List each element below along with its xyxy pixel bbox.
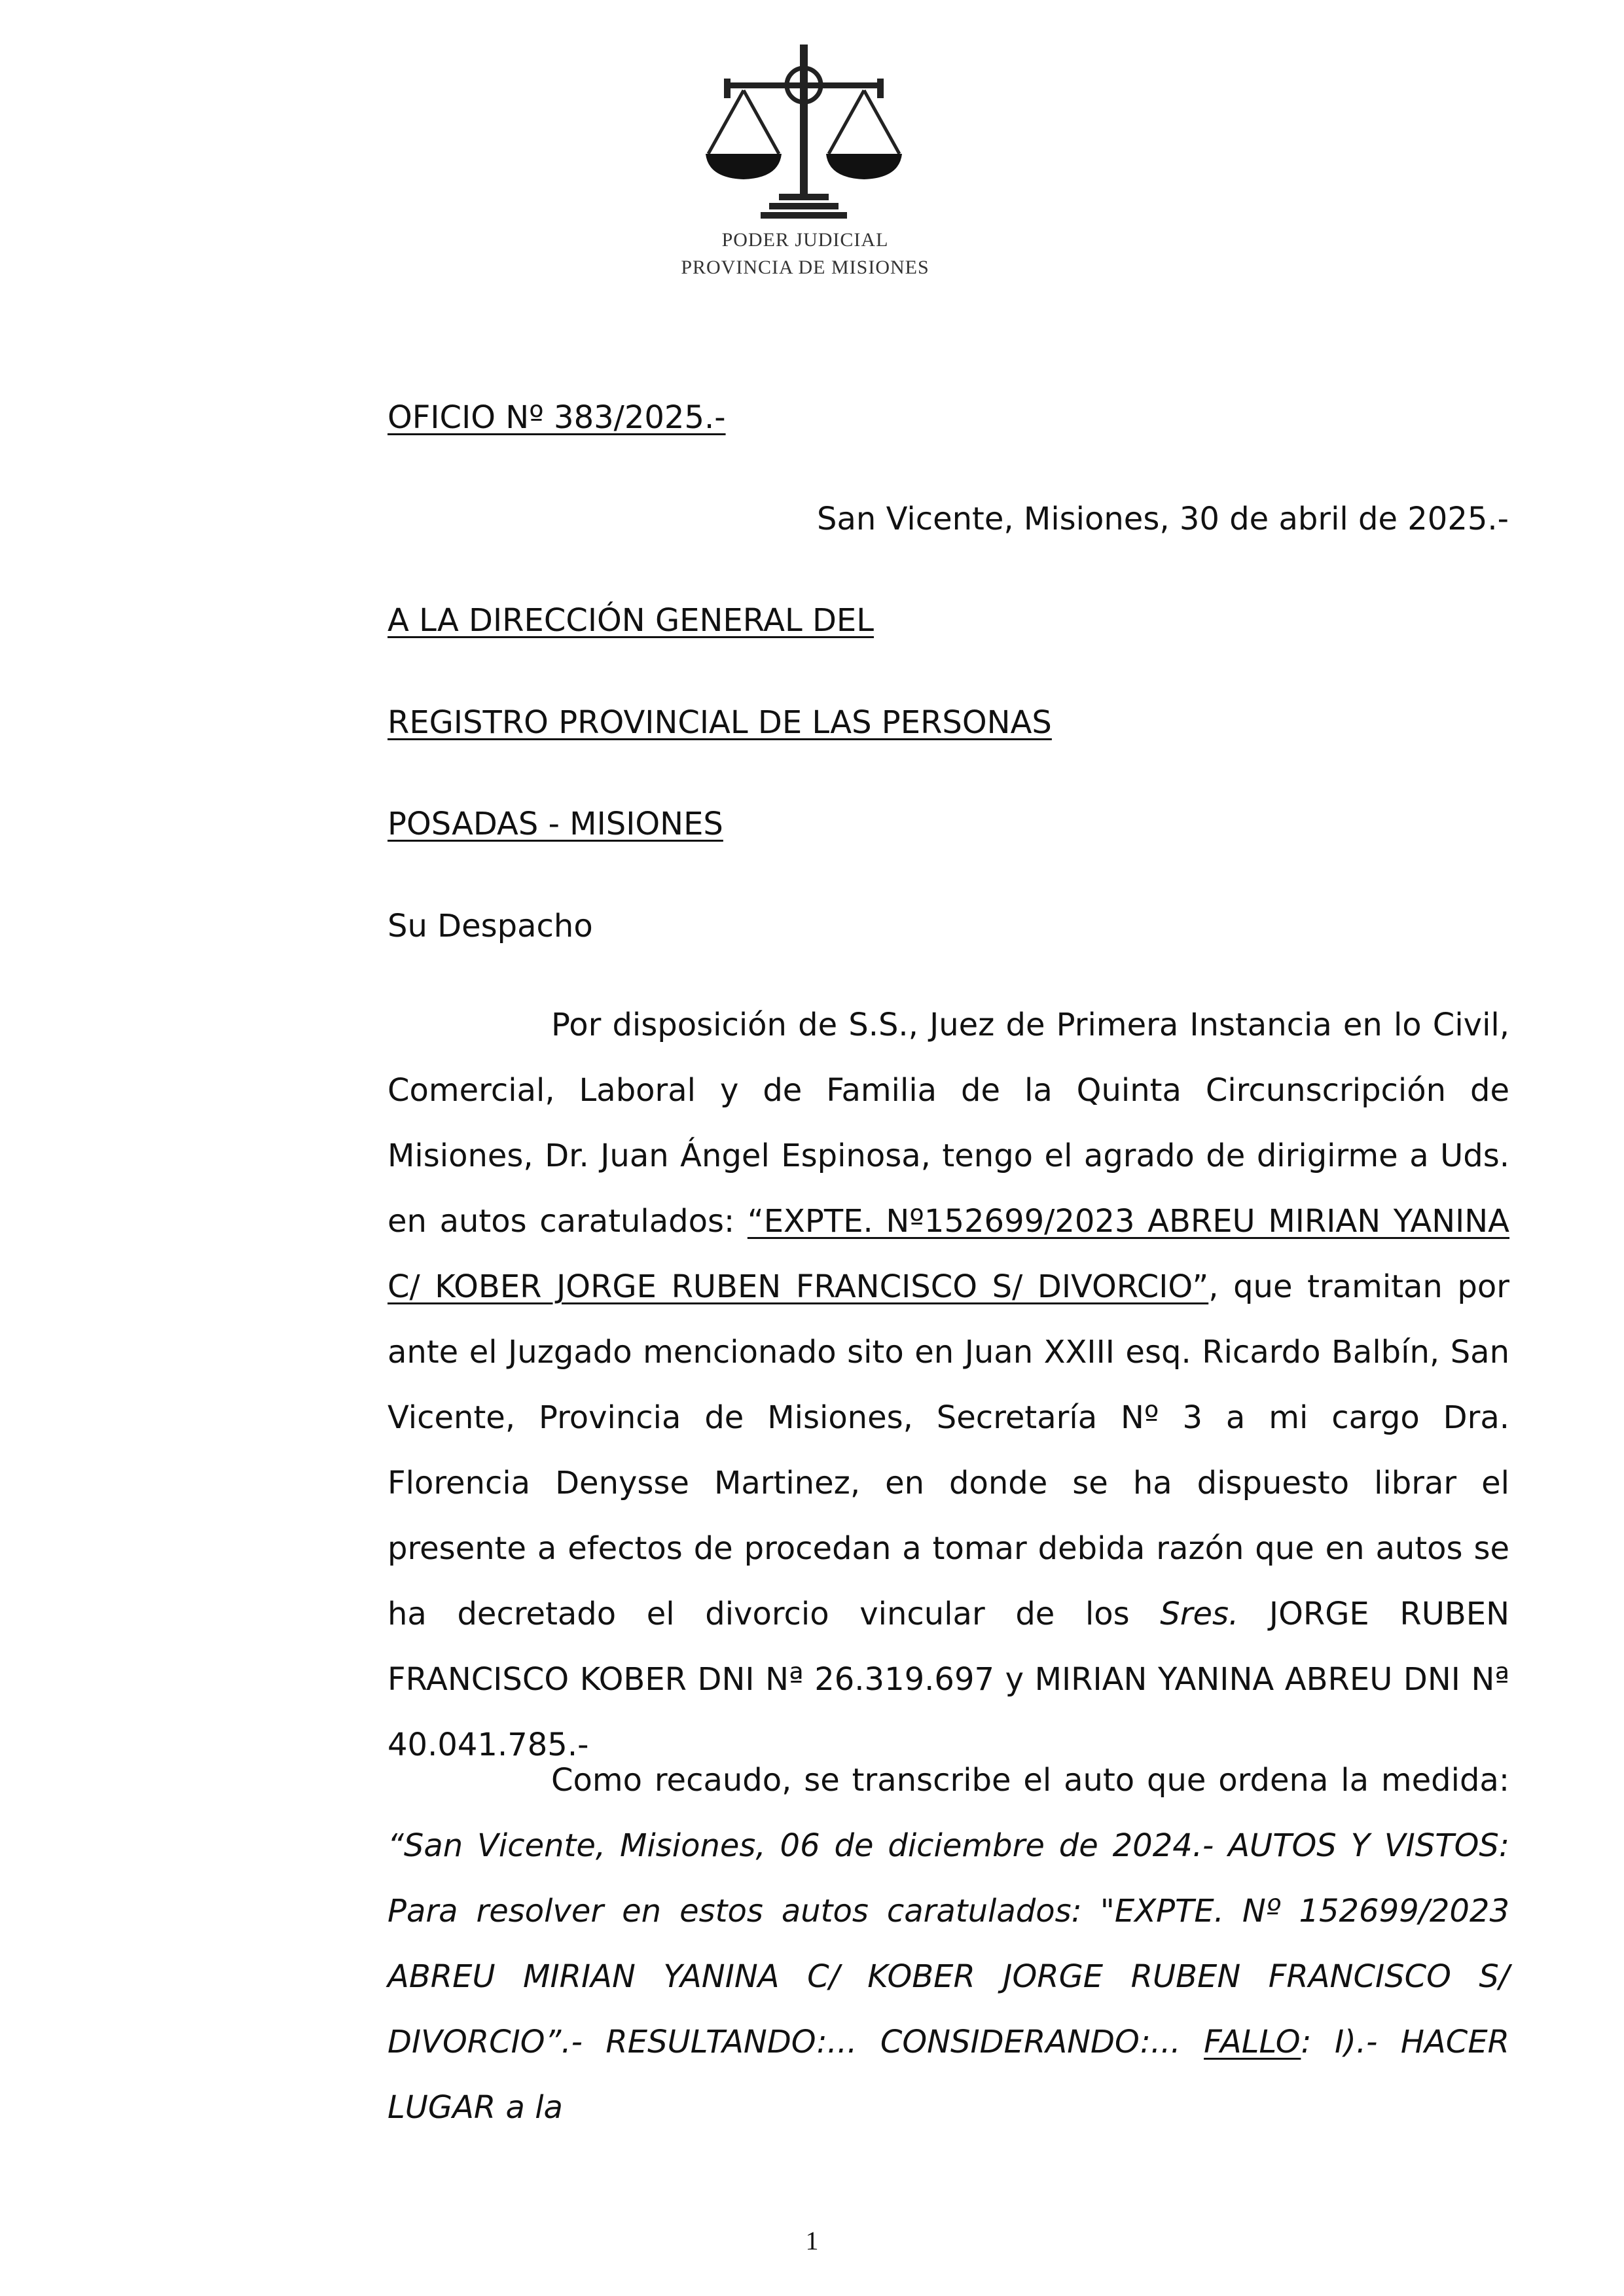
page-number: 1: [805, 2226, 819, 2255]
addressee-line-1: A LA DIRECCIÓN GENERAL DEL: [388, 602, 874, 639]
logo-line-poder-judicial: PODER JUDICIAL: [721, 229, 889, 251]
addressee-line-2: REGISTRO PROVINCIAL DE LAS PERSONAS: [388, 704, 1052, 741]
paragraph-2: [388, 1748, 1509, 2140]
scales-of-justice-cross-icon: [700, 39, 910, 223]
addressee-line-3: POSADAS - MISIONES: [388, 806, 723, 842]
paragraph-1-body: , que tramitan por ante el Juzgado mencionado sito en Juan XXIII esq. Ricardo Balbín, San Vicente, Provincia de Misiones, Secretaría Nº 3 a mi cargo Dra. Florencia Denysse Martinez, en donde se ha dispuesto librar el presente a efectos de procedan a tomar debida razón que en autos se ha decretado el divorcio vincular de los: [388, 1268, 1509, 1632]
transcribed-order-continued: : I).- HACER LUGAR a la: [388, 2024, 1509, 2126]
paragraph-1-parties: JORGE RUBEN FRANCISCO KOBER DNI Nª 26.319.697 y MIRIAN YANINA ABREU DNI Nª 40.041.785.-: [388, 1596, 1509, 1763]
fallo-label: FALLO: [1204, 2024, 1301, 2060]
judicial-logo: [661, 39, 949, 288]
transcribed-order: “San Vicente, Misiones, 06 de diciembre de 2024.- AUTOS Y VISTOS: Para resolver en estos autos caratulados: "EXPTE. Nº 152699/2023 ABREU MIRIAN YANINA C/ KOBER JORGE RUBEN FRANCISCO S/ DIVORCIO”.- RESULTANDO:... CONSIDERANDO:...: [388, 1827, 1509, 2060]
date-line: San Vicente, Misiones, 30 de abril de 2025.-: [817, 501, 1509, 537]
paragraph-1-sres: Sres.: [1160, 1596, 1239, 1632]
paragraph-1: [388, 992, 1509, 1778]
case-title: “EXPTE. Nº152699/2023 ABREU MIRIAN YANINA C/ KOBER JORGE RUBEN FRANCISCO S/ DIVORCIO”: [388, 1203, 1510, 1305]
logo-line-provincia: PROVINCIA DE MISIONES: [681, 257, 929, 278]
paragraph-1-intro: Por disposición de S.S., Juez de Primera Instancia en lo Civil, Comercial, Laboral y de Familia de la Quinta Circunscripción de Misiones, Dr. Juan Ángel Espinosa, tengo el agrado de dirigirme a Uds. en autos caratulados:: [388, 1007, 1509, 1240]
paragraph-2-intro: Como recaudo, se transcribe el auto que ordena la medida:: [551, 1762, 1509, 1799]
oficio-number: OFICIO Nº 383/2025.-: [388, 399, 726, 436]
salutation: Su Despacho: [388, 908, 593, 944]
